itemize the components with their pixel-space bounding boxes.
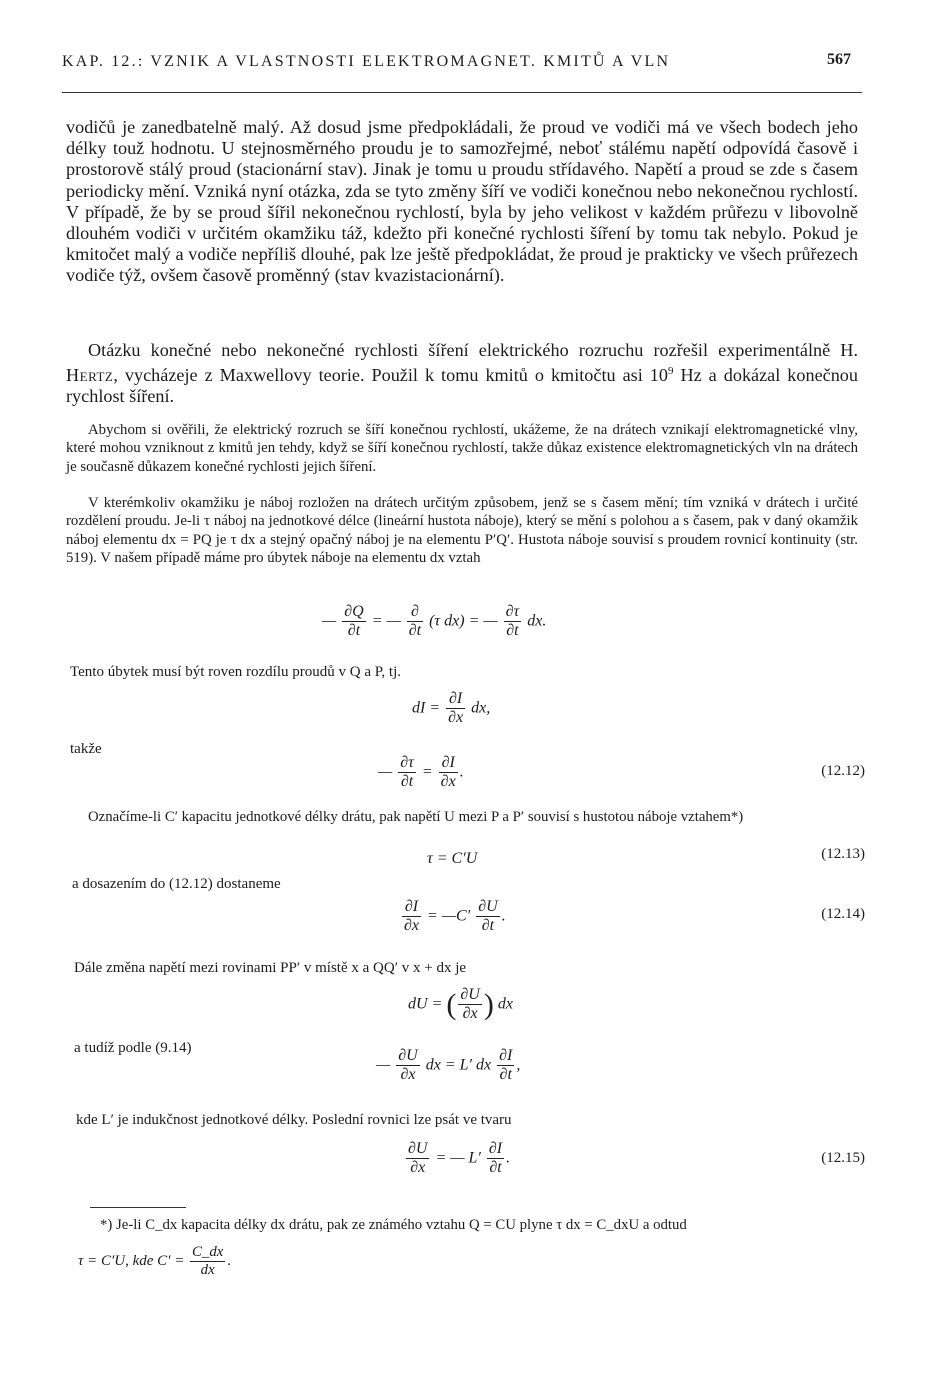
footnote-line-2: τ = C′U, kde C′ = $\frac{C\_dx}{dx}$ .	[78, 1244, 231, 1279]
equation-number-12-15: (12.15)	[821, 1150, 865, 1166]
footnote-rule	[90, 1207, 186, 1208]
hertz-text-pre: Otázku konečné nebo nekonečné rychlosti šíření elektrického rozruchu rozřešil experimentálně H.	[88, 340, 858, 360]
equation-12-15: $\frac{\partial U}{\partial x}$ = — L′ $\frac{\partial I}{\partial t}$ .	[408, 1140, 511, 1177]
text-takze: takže	[70, 741, 102, 757]
hertz-name: Hertz	[66, 365, 114, 386]
equation-12-14: $\frac{\partial I}{\partial x}$ = —C′ $\frac{\partial U}{\partial t}$ .	[404, 898, 506, 935]
equation-number-12-13: (12.13)	[821, 846, 865, 862]
hertz-exponent: 9	[668, 365, 674, 378]
paragraph-capacity: Označíme-li C′ kapacitu jednotkové délky drátu, pak napětí U mezi P a P′ souvisí s hustotou náboje vztahem*)	[88, 809, 744, 825]
page-number: 567	[827, 51, 851, 68]
paragraph-intro: vodičů je zanedbatelně malý. Až dosud jsme předpokládali, že proud ve vodiči má ve všech bodech jeho délky touž hodnotu. U stejnosměrného proudu je to samozřejmé, neboť stálému napětí odpovídá časově i prostorově stálý proud (stacionární stav). Jinak je tomu u proudu střídavého. Napětí a proud se zde s časem periodicky mění. Vzniká nyní otázka, zda se tyto změny šíří ve vodiči konečnou nebo nekonečnou rychlostí. V případě, že by se proud šířil nekonečnou rychlostí, byla by jeho velikost v každém průřezu v libovolně dlouhém vodiči v určitém okamžiku táž, kdežto při konečné rychlosti šíření by tomu tak nebylo. Pokud je kmitočet malý a vodiče nepříliš dlouhé, pak lze ještě předpokládat, že proud je prakticky ve všech průřezech vodiče týž, ovšem časově proměnný (stav kvazistacionární).	[66, 117, 858, 286]
header-rule	[62, 92, 862, 93]
equation-number-12-12: (12.12)	[821, 763, 865, 779]
paragraph-charge: V kterémkoliv okamžiku je náboj rozložen na drátech určitým způsobem, jenž se s časem mění; tím vzniká v drátech i určité rozdělení proudu. Je-li τ náboj na jednotkové délce (lineární hustota náboje), který se mění s polohou a s časem, pak v daný okamžik náboj elementu dx = PQ je τ dx a stejný opačný náboj je na elementu P′Q′. Hustota náboje souvisí s proudem rovnicí kontinuity (str. 519). V našem případě máme pro úbytek náboje na elementu dx vztah	[66, 495, 858, 566]
equation-12-12: — $\frac{\partial\tau}{\partial t}$ = $\frac{\partial I}{\partial x}$ .	[378, 754, 464, 791]
hertz-text-mid: , vycházeje z Maxwellovy teorie. Použil k tomu kmitů o kmitočtu asi 10	[113, 365, 668, 386]
text-tudiz: a tudíž podle (9.14)	[74, 1040, 192, 1056]
equation-induction: — $\frac{\partial U}{\partial x}$ dx = L′ dx $\frac{\partial I}{\partial t}$ ,	[376, 1047, 521, 1084]
hertz-text-post: Hz a dokázal konečnou rychlost šíření.	[66, 365, 858, 407]
text-voltage-change: Dále změna napětí mezi rovinami PP′ v místě x a QQ′ v x + dx je	[74, 960, 467, 976]
paragraph-hertz	[66, 340, 858, 408]
paragraph-proof: Abychom si ověřili, že elektrický rozruch se šíří konečnou rychlostí, ukážeme, že na drátech vznikají elektromagnetické vlny, které mohou vzniknout z kmitů jen tehdy, když se šíří konečnou rychlostí, takže důkaz existence elektromagnetických vln na drátech je současně důkazem konečné rychlosti jejich šíření.	[66, 422, 858, 475]
running-header: KAP. 12.: VZNIK A VLASTNOSTI ELEKTROMAGNET. KMITŮ A VLN	[62, 53, 671, 70]
text-dosazenim: a dosazením do (12.12) dostaneme	[72, 876, 281, 892]
text-inductance: kde L′ je indukčnost jednotkové délky. Poslední rovnici lze psát ve tvaru	[76, 1112, 512, 1128]
text-current-difference: Tento úbytek musí být roven rozdílu proudů v Q a P, tj.	[70, 664, 401, 680]
footnote-line-1: *) Je-li C_dx kapacita délky dx drátu, pak ze známého vztahu Q = CU plyne τ dx = C_dxU a odtud	[100, 1217, 687, 1233]
equation-12-13: τ = C′U	[427, 850, 478, 867]
equation-dU: dU = ( $\frac{\partial U}{\partial x}$ ) dx	[408, 986, 513, 1023]
equation-charge-decrease: — $\frac{\partial Q}{\partial t}$ = — $\frac{\partial}{\partial t}$ (τ dx) = — $\frac{\partial\tau}{\partial t}$ dx.	[322, 603, 547, 640]
equation-number-12-14: (12.14)	[821, 906, 865, 922]
equation-dI: dI = $\frac{\partial I}{\partial x}$ dx,	[412, 690, 491, 727]
